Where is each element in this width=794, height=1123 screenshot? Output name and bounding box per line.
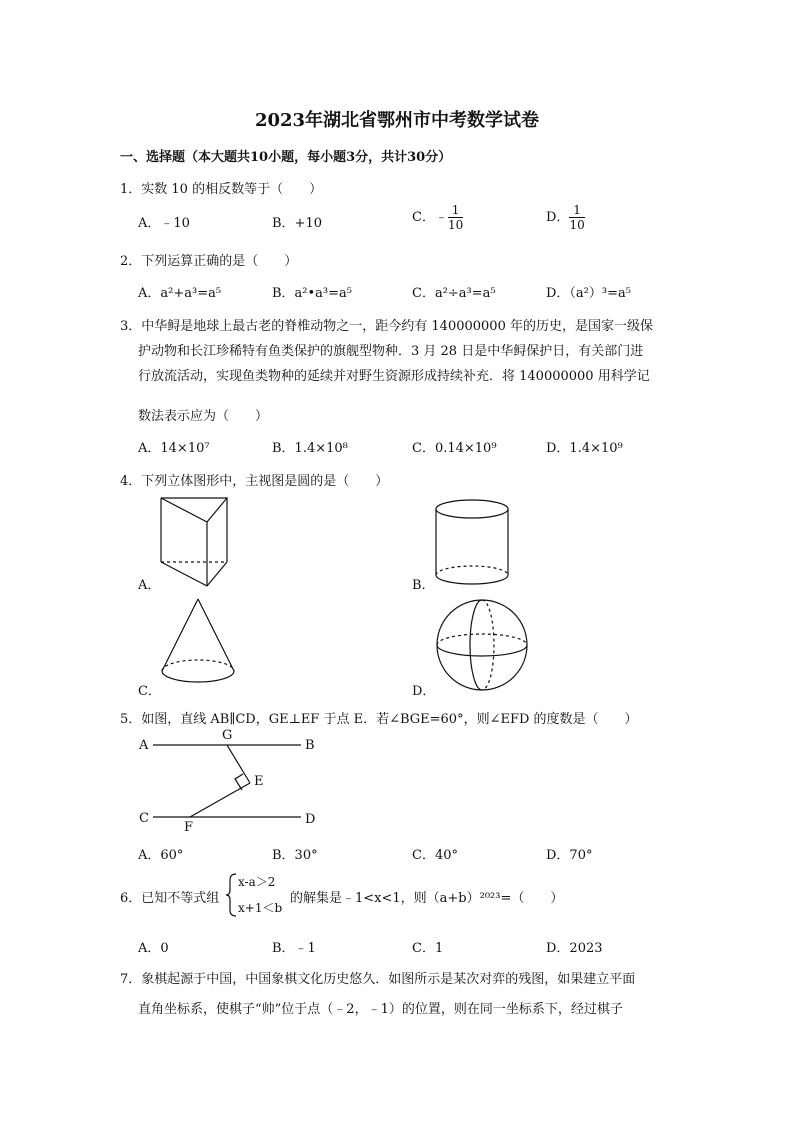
q3-option-a: A．14×10⁷ [138,441,210,456]
system-brace [226,872,238,918]
question-4-stem: 4．下列立体图形中，主视图是圆的是（ ） [120,474,389,489]
q3-option-c: C．0.14×10⁹ [412,441,497,456]
point-g-label: G [222,728,233,743]
q2-option-b: B．a²•a³=a⁵ [272,286,352,301]
point-b-label: B [305,738,315,753]
q1-d-fraction [569,203,584,232]
question-2-stem: 2．下列运算正确的是（ ） [120,254,298,269]
inequality-2: x+1＜b [238,901,283,915]
triangular-prism-figure [155,492,255,592]
cone-figure [158,597,243,692]
question-7-line-1: 7．象棋起源于中国，中国象棋文化历史悠久．如图所示是某次对弈的残图，如果建立平面 [120,972,636,987]
q1-d-numerator: 1 [569,203,584,218]
q6-option-a: A．0 [138,941,169,956]
q2-option-c: C．a²÷a³=a⁵ [412,286,496,301]
question-3-line-2: 护动物和长江珍稀特有鱼类保护的旗舰型物种．3 月 28 日是中华鲟保护日，有关部门进 [138,344,644,359]
q1-c-denominator: 10 [447,218,464,232]
question-6-prefix: 6．已知不等式组 [120,891,220,906]
q6-option-d: D．2023 [546,941,603,956]
question-5-stem: 5．如图，直线 AB∥CD，GE⊥EF 于点 E．若∠BGE=60°，则∠EFD 的度数是（ ） [120,712,638,727]
point-c-label: C [139,811,149,826]
section-heading: 一、选择题（本大题共10小题，每小题3分，共计30分） [120,150,452,165]
question-6-suffix: 的解集是﹣1<x<1，则（a+b）²⁰²³=（ ） [290,891,564,906]
q1-d-prefix: D． [546,210,570,225]
q3-option-b: B．1.4×10⁸ [272,441,348,456]
q1-option-a: A．﹣10 [138,216,190,231]
question-7-line-2: 直角坐标系，使棋子“帅”位于点（﹣2，﹣1）的位置，则在同一坐标系下，经过棋子 [138,1002,623,1017]
q4-option-a-label: A． [138,578,161,593]
q6-option-c: C．1 [412,941,444,956]
q5-option-c: C．40° [412,848,458,863]
q6-option-b: B．﹣1 [272,941,316,956]
q5-option-d: D．70° [546,848,593,863]
q1-option-c [412,203,463,232]
question-3-line-4: 数法表示应为（ ） [138,409,269,424]
q1-option-d [546,203,585,232]
q1-c-fraction [448,203,463,232]
inequality-1: x-a＞2 [238,875,276,889]
point-e-label: E [254,774,264,789]
page-title: 2023年湖北省鄂州市中考数学试卷 [254,110,540,131]
q2-option-a: A．a²+a³=a⁵ [138,286,222,301]
question-3-line-1: 3．中华鲟是地球上最古老的脊椎动物之一，距今约有 140000000 年的历史，是国家一级保 [120,319,653,334]
point-d-label: D [305,812,316,827]
question-3-line-3: 行放流活动，实现鱼类物种的延续并对野生资源形成持续补充．将 140000000 用科学记 [138,369,650,384]
q1-option-b: B．+10 [272,216,322,231]
q3-option-d: D．1.4×10⁹ [546,441,623,456]
point-f-label: F [184,820,194,835]
q5-option-b: B．30° [272,848,318,863]
q4-option-b-label: B． [412,578,435,593]
sphere-figure [434,598,534,694]
q2-option-d: D．（a²）³=a⁵ [546,286,631,301]
q4-option-c-label: C． [138,684,161,699]
q4-option-d-label: D． [412,684,436,699]
q1-c-numerator: 1 [448,203,463,218]
q1-d-denominator: 10 [569,218,585,232]
question-1-stem: 1．实数 10 的相反数等于（ ） [120,182,323,197]
point-a-label: A [139,738,149,753]
q1-c-prefix: C．﹣ [412,210,448,225]
cylinder-figure [432,495,522,590]
q5-option-a: A．60° [138,848,184,863]
